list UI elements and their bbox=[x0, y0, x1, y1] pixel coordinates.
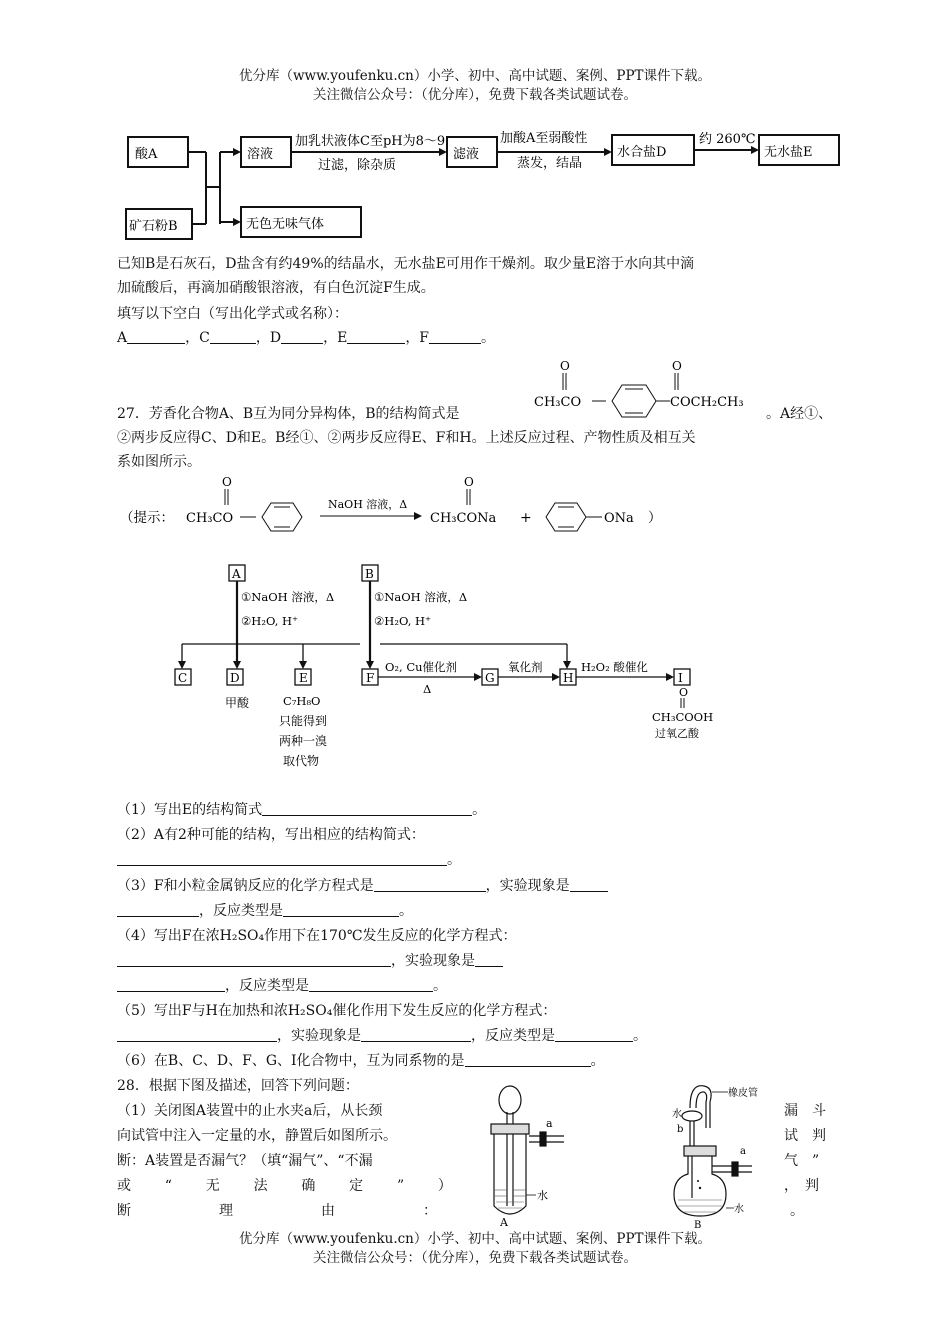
q27-q5: （5）写出F与H在加热和浓H₂SO₄催化作用下发生反应的化学方程式： bbox=[117, 1003, 557, 1019]
q26-blank-d-label: ，D bbox=[255, 330, 282, 346]
q28-line-4-right: ， 判 bbox=[784, 1178, 819, 1194]
fig-b-a-label: a bbox=[740, 1146, 746, 1157]
fig-b-label: B bbox=[694, 1220, 702, 1228]
q28-word: ” bbox=[396, 1178, 405, 1194]
b-struct-left: CH₃CO bbox=[534, 395, 582, 410]
q27-q2: （2）A有2种可能的结构，写出相应的结构简式： bbox=[117, 827, 425, 843]
q28-word: 理 bbox=[219, 1203, 233, 1219]
q26-blank-c[interactable] bbox=[210, 329, 256, 344]
step2-top: 加酸A至弱酸性 bbox=[500, 131, 588, 146]
q27-q3-text: （3）F和小粒金属钠反应的化学方程式是 bbox=[117, 878, 374, 894]
filtrate-label: 滤液 bbox=[453, 147, 480, 162]
q28-word: 或 bbox=[117, 1178, 131, 1194]
node-h: H bbox=[563, 671, 574, 685]
q27-q2-blank[interactable] bbox=[117, 851, 447, 866]
q26-blank-d[interactable] bbox=[281, 329, 323, 344]
acid-a-label: 酸A bbox=[135, 147, 158, 162]
q27-hint bbox=[118, 472, 678, 538]
cond-h-to-i: H₂O₂ 酸催化 bbox=[581, 660, 648, 674]
fig-b-water-label: 水 bbox=[734, 1204, 744, 1215]
step1-top: 加乳状液体C至pH为8～9 bbox=[295, 134, 446, 149]
q27-q4-type-label: ，反应类型是 bbox=[225, 978, 309, 994]
q27-intro-2: ②两步反应得C、D和E。B经①、②两步反应得E、F和H。上述反应过程、产物性质及相互关 bbox=[117, 430, 696, 446]
q27-intro-1a: 27．芳香化合物A、B互为同分异构体，B的结构简式是 bbox=[117, 406, 460, 422]
q26-blank-e-label: ，E bbox=[323, 330, 348, 346]
e-label-4: 取代物 bbox=[283, 754, 320, 768]
fig-a-label: A bbox=[500, 1216, 508, 1228]
q28-line-4-left bbox=[117, 1176, 452, 1196]
q27-q6-period: 。 bbox=[590, 1053, 605, 1069]
q26-text-1: 已知B是石灰石，D盐含有约49%的结晶水，无水盐E可用作干燥剂。取少量E溶于水向其中滴 bbox=[117, 256, 695, 272]
hint-product-2: ONa bbox=[604, 511, 634, 526]
q27-q5-type-label: ，反应类型是 bbox=[471, 1028, 555, 1044]
node-e: E bbox=[299, 671, 308, 685]
q27-q6-text: （6）在B、C、D、F、G、I化合物中，互为同系物的是 bbox=[117, 1053, 465, 1069]
q28-line-3-left: 断：A装置是否漏气？（填“漏气”、“不漏 bbox=[117, 1153, 373, 1169]
q27-q5-phenomenon-label: ，实验现象是 bbox=[277, 1028, 361, 1044]
q28-line-5-right: 。 bbox=[790, 1203, 804, 1219]
hint-condition: NaOH 溶液，Δ bbox=[328, 498, 408, 511]
q26-blank-a[interactable] bbox=[127, 329, 185, 344]
cond-a2: ②H₂O, H⁺ bbox=[241, 614, 299, 628]
d-label: 甲酸 bbox=[225, 696, 250, 710]
node-g: G bbox=[485, 671, 495, 685]
q27-q4-equation-blank[interactable] bbox=[117, 952, 391, 967]
q27-q4-line-2 bbox=[117, 951, 503, 971]
fig-b-rubber-label: 橡皮管 bbox=[728, 1088, 758, 1099]
q28-word: 由 bbox=[321, 1203, 335, 1219]
hint-reactant: CH₃CO bbox=[186, 511, 234, 526]
q28-word: ） bbox=[437, 1178, 452, 1194]
footer-line-1: 优分库（www.youfenku.cn）小学、初中、高中试题、案例、PPT课件下载。 bbox=[238, 1231, 712, 1247]
q26-text-2: 加硫酸后，再滴加硝酸银溶液，有白色沉淀F生成。 bbox=[117, 280, 435, 296]
cond-b1: ①NaOH 溶液，Δ bbox=[374, 590, 468, 604]
hint-plus: + bbox=[520, 510, 532, 526]
q27-q3-equation-blank[interactable] bbox=[374, 877, 486, 892]
q26-text-3: 填写以下空白（写出化学式或名称）： bbox=[117, 306, 348, 322]
cond-b2: ②H₂O, H⁺ bbox=[374, 614, 432, 628]
page-footer bbox=[0, 1230, 950, 1268]
q27-intro-1b: 。A经①、 bbox=[766, 406, 833, 422]
cond-f-to-g-top: O₂, Cu催化剂 bbox=[385, 660, 458, 674]
node-f: F bbox=[366, 671, 375, 685]
node-c: C bbox=[178, 671, 188, 685]
q27-q4-line-3 bbox=[117, 976, 447, 996]
step2-bottom: 蒸发，结晶 bbox=[517, 156, 583, 171]
q27-q1 bbox=[117, 800, 486, 820]
q26-blank-e[interactable] bbox=[347, 329, 405, 344]
q26-blank-end: 。 bbox=[481, 330, 496, 346]
q26-flow-diagram bbox=[120, 125, 840, 240]
q27-q4-type-blank[interactable] bbox=[309, 977, 433, 992]
q27-q5-period: 。 bbox=[633, 1028, 647, 1044]
q27-q6 bbox=[117, 1051, 605, 1071]
q27-q3-line-1 bbox=[117, 876, 608, 896]
fig-b-water-top-label: 水 bbox=[672, 1109, 682, 1120]
gas-label: 无色无味气体 bbox=[246, 217, 325, 232]
q27-q5-phenomenon-blank[interactable] bbox=[361, 1027, 471, 1042]
q28-line-5-left bbox=[117, 1201, 437, 1221]
q27-q5-line-2 bbox=[117, 1026, 647, 1046]
q26-blank-a-label: A bbox=[117, 330, 128, 346]
node-a: A bbox=[232, 567, 241, 581]
e-label-2: 只能得到 bbox=[279, 714, 328, 728]
q27-q4: （4）写出F在浓H₂SO₄作用下在170℃发生反应的化学方程式： bbox=[117, 928, 517, 944]
q28-line-3-right: 气 ” bbox=[784, 1153, 820, 1169]
b-struct-right: COCH₂CH₃ bbox=[670, 395, 744, 410]
hint-open: （提示： bbox=[120, 510, 174, 526]
q27-q2-period: 。 bbox=[447, 852, 461, 868]
q27-q3-phenomenon-label: ，实验现象是 bbox=[485, 878, 570, 894]
b-benzene-ring-icon bbox=[612, 385, 656, 417]
q27-q3-period: 。 bbox=[399, 903, 413, 919]
q28-line-1-left: （1）关闭图A装置中的止水夹a后，从长颈 bbox=[117, 1103, 383, 1119]
q26-answer-line bbox=[117, 328, 495, 348]
page-header bbox=[0, 67, 950, 105]
q27-b-structure bbox=[530, 356, 765, 418]
node-i: I bbox=[678, 671, 683, 685]
q28-word: 法 bbox=[253, 1178, 268, 1194]
i-o: O bbox=[679, 686, 689, 699]
hint-o-2: O bbox=[464, 475, 474, 489]
q28-title: 28．根据下图及描述，回答下列问题： bbox=[117, 1078, 359, 1094]
q27-q3-type-label: ，反应类型是 bbox=[199, 903, 283, 919]
q27-q1-blank[interactable] bbox=[262, 801, 472, 816]
q27-q1-text: （1）写出E的结构简式 bbox=[117, 802, 263, 818]
footer-line-2: 关注微信公众号：（优分库），免费下载各类试题试卷。 bbox=[313, 1250, 637, 1266]
hint-product-1: CH₃CONa bbox=[430, 511, 497, 526]
q27-q2-answer bbox=[117, 850, 461, 870]
b-o-right: O bbox=[672, 359, 682, 373]
q28-word: ： bbox=[423, 1203, 437, 1219]
q28-word: 定 bbox=[349, 1178, 364, 1194]
q26-blank-f-label: ，F bbox=[405, 330, 430, 346]
q27-reaction-scheme bbox=[165, 555, 735, 780]
anhydrous-e-label: 无水盐E bbox=[764, 145, 813, 160]
i-formula: CH₃COOH bbox=[652, 710, 714, 724]
hint-close: ） bbox=[648, 510, 662, 526]
b-o-left: O bbox=[560, 359, 570, 373]
fig-b-b-label: b bbox=[677, 1124, 684, 1135]
ore-b-label: 矿石粉B bbox=[129, 219, 178, 234]
solution-label: 溶液 bbox=[247, 147, 274, 162]
fig-a-water-label: 水 bbox=[537, 1189, 548, 1202]
q28-line-2-right: 试 判 bbox=[784, 1128, 826, 1144]
q27-q5-equation-blank[interactable] bbox=[117, 1027, 277, 1042]
q28-apparatus-a bbox=[476, 1078, 586, 1228]
e-label-3: 两种一溴 bbox=[279, 734, 328, 748]
step3-top: 约 260℃ bbox=[699, 132, 756, 147]
q27-q4-phenomenon-blank[interactable] bbox=[475, 952, 503, 967]
q27-intro-3: 系如图所示。 bbox=[117, 454, 201, 470]
q26-blank-f[interactable] bbox=[429, 329, 481, 344]
q27-q3-phenomenon-blank-2[interactable] bbox=[117, 902, 199, 917]
header-line-2: 关注微信公众号：（优分库），免费下载各类试题试卷。 bbox=[313, 87, 637, 103]
q28-line-1-right: 漏 斗 bbox=[784, 1103, 826, 1119]
q27-q6-blank[interactable] bbox=[465, 1052, 591, 1067]
q26-blank-c-label: ，C bbox=[185, 330, 210, 346]
cond-a1: ①NaOH 溶液，Δ bbox=[241, 590, 335, 604]
hydrate-d-label: 水合盐D bbox=[617, 145, 667, 160]
header-line-1: 优分库（www.youfenku.cn）小学、初中、高中试题、案例、PPT课件下载。 bbox=[238, 68, 712, 84]
hint-o-1: O bbox=[222, 475, 232, 489]
i-label: 过氧乙酸 bbox=[655, 727, 699, 740]
node-b: B bbox=[365, 567, 374, 581]
q28-line-2-left: 向试管中注入一定量的水，静置后如图所示。 bbox=[117, 1128, 397, 1144]
cond-f-to-g-bottom: Δ bbox=[423, 682, 432, 696]
step1-bottom: 过滤，除杂质 bbox=[318, 158, 397, 173]
q27-q5-type-blank[interactable] bbox=[555, 1027, 633, 1042]
q28-word: 确 bbox=[301, 1178, 316, 1194]
e-label-1: C₇H₈O bbox=[283, 694, 321, 708]
q28-apparatus-b bbox=[670, 1078, 785, 1228]
q27-q4-phenomenon-blank-2[interactable] bbox=[117, 977, 225, 992]
q28-word: 无 bbox=[205, 1178, 220, 1194]
cond-g-to-h: 氧化剂 bbox=[508, 660, 543, 674]
q27-q3-phenomenon-blank[interactable] bbox=[570, 877, 608, 892]
q27-q3-type-blank[interactable] bbox=[283, 902, 399, 917]
q27-q4-period: 。 bbox=[433, 978, 447, 994]
node-d: D bbox=[230, 671, 240, 685]
q27-q4-phenomenon-label: ，实验现象是 bbox=[391, 953, 475, 969]
q27-q1-period: 。 bbox=[472, 802, 487, 818]
q27-q3-line-2 bbox=[117, 901, 413, 921]
fig-a-clamp-label: a bbox=[546, 1117, 553, 1130]
q28-word: “ bbox=[164, 1178, 172, 1194]
q28-word: 断 bbox=[117, 1203, 131, 1219]
